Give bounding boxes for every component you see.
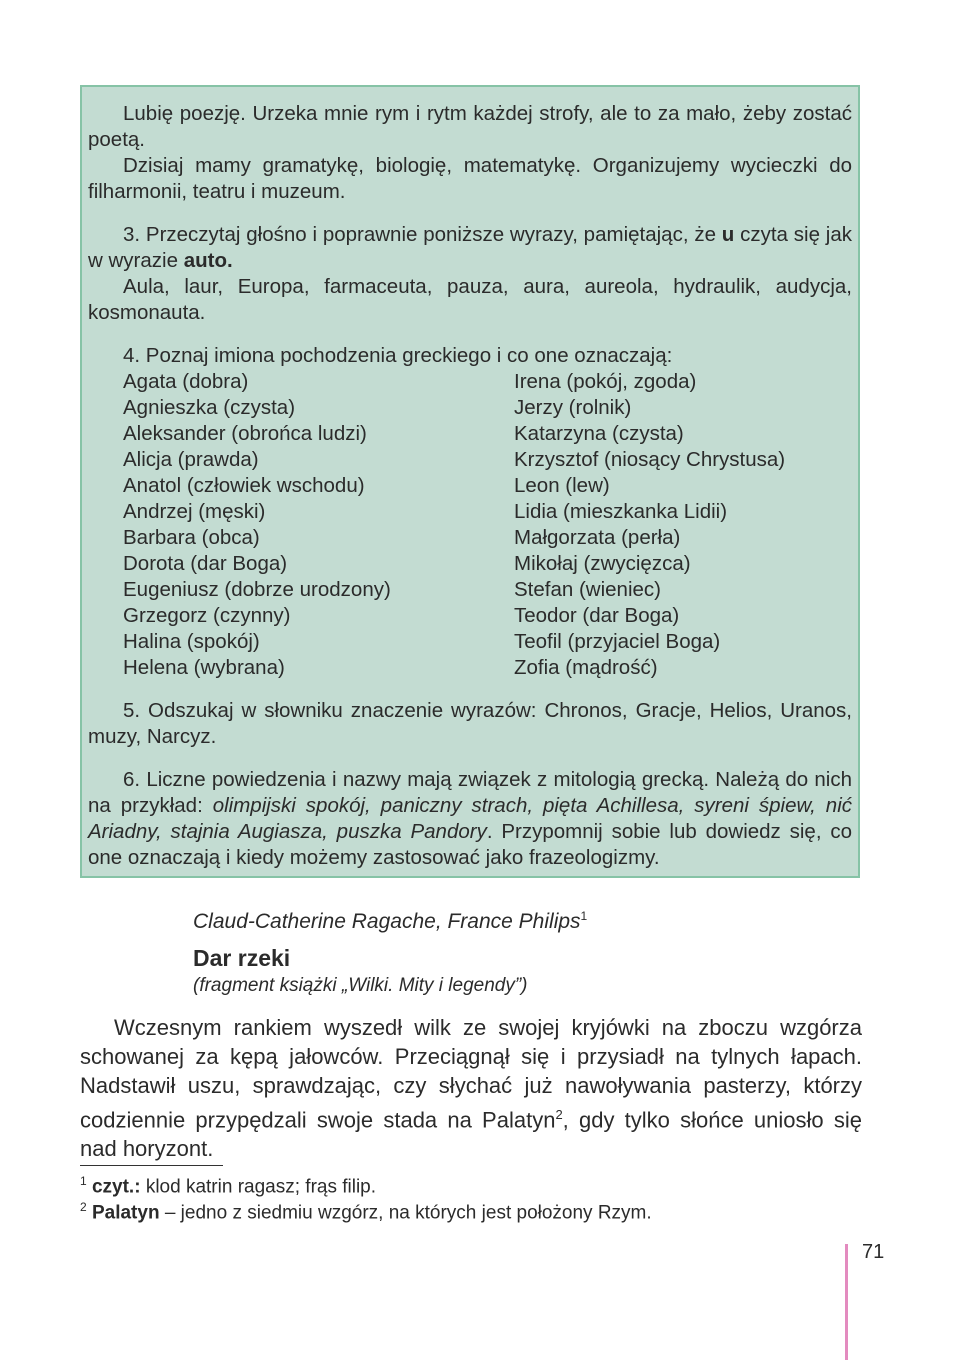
exercise-6-phrases: olimpijski spokój, paniczny strach, pięta Achillesa, syreni śpiew, nić Ariadny, stajnia Augiasza, puszka Pandory [88, 794, 852, 843]
poem-line-2: Dzisiaj mamy gramatykę, biologię, matematykę. Organizujemy wycieczki do filharmonii, teatru i muzeum. [88, 154, 852, 203]
name-entry: Aleksander (obrońca ludzi) [123, 422, 367, 445]
poem-line-1: Lubię poezję. Urzeka mnie rym i rytm każdej strofy, ale to za mało, żeby zostać poetą. [88, 102, 852, 151]
name-entry: Mikołaj (zwycięzca) [514, 552, 691, 575]
exercise-3-words: Aula, laur, Europa, farmaceuta, pauza, aura, aureola, hydraulik, audycja, kosmonauta. [88, 275, 852, 324]
story-text-a: Wczesnym rankiem wyszedł wilk ze swojej kryjówki na zboczu wzgórza schowanej za kępą jałowców. Przeciągnął się i przysiadł na tylnych łapach. Nadstawił uszu, sprawdzając, czy słychać już nawoływania pasterzy, którzy codziennie przypędzali swoje stada na Palatyn [80, 1015, 862, 1133]
footnote-term: Palatyn [91, 1202, 160, 1224]
exercise-6-text-a: 6. Liczne powiedzenia i nazwy mają związek z mitologią grecką. Należą do nich na przykład: [88, 768, 852, 817]
name-entry: Agnieszka (czysta) [123, 396, 296, 419]
name-entry: Katarzyna (czysta) [514, 422, 684, 445]
footnote-divider [80, 1165, 223, 1166]
name-entry: Leon (lew) [514, 474, 610, 497]
name-entry: Teodor (dar Boga) [514, 604, 680, 627]
name-entry: Barbara (obca) [123, 526, 260, 549]
story-text-b: , gdy tylko słońce uniosło się nad horyzont. [80, 1107, 862, 1162]
page-number: 71 [862, 1241, 885, 1263]
name-entry: Małgorzata (perła) [514, 526, 681, 549]
name-entry: Eugeniusz (dobrze urodzony) [123, 578, 391, 601]
exercise-box [80, 85, 860, 878]
name-entry: Dorota (dar Boga) [123, 552, 288, 575]
exercise-3-bold-u: u [721, 223, 735, 246]
exercise-3-text-a: 3. Przeczytaj głośno i poprawnie poniższe wyrazy, pamiętając, że [123, 223, 722, 246]
exercise-3-text-b: czyta się jak w wyrazie [88, 223, 852, 272]
reading-author [193, 909, 587, 934]
footnote-marker-1: 1 [580, 909, 588, 923]
reading-source: (fragment książki „Wilki. Mity i legendy”) [193, 975, 528, 996]
name-entry: Grzegorz (czynny) [123, 604, 291, 627]
name-entry: Jerzy (rolnik) [514, 396, 632, 419]
exercise-6 [88, 767, 852, 871]
names-right-column [514, 369, 905, 681]
footnote-number: 1 [80, 1174, 87, 1188]
name-entry: Alicja (prawda) [123, 448, 259, 471]
footnote-1 [80, 1174, 376, 1198]
name-entry: Helena (wybrana) [123, 656, 285, 679]
name-entry: Andrzej (męski) [123, 500, 266, 523]
name-entry: Stefan (wieniec) [514, 578, 661, 601]
exercise-4-heading: 4. Poznaj imiona pochodzenia greckiego i co one oznaczają: [123, 344, 673, 367]
exercise-6-text-b: . Przypomnij sobie lub dowiedz się, co one oznaczają i kiedy możemy zastosować jako frazeologizmy. [88, 820, 853, 869]
exercise-3-instruction [88, 222, 852, 274]
names-left-column [123, 369, 514, 681]
name-entry: Krzysztof (niosący Chrystusa) [514, 448, 786, 471]
greek-names-list [123, 369, 852, 681]
name-entry: Anatol (człowiek wschodu) [123, 474, 365, 497]
name-entry: Irena (pokój, zgoda) [514, 370, 697, 393]
footnote-marker-2: 2 [555, 1107, 563, 1122]
story-paragraph [80, 1013, 862, 1163]
footnote-text: – jedno z siedmiu wzgórz, na których jest położony Rzym. [159, 1202, 652, 1224]
footnote-number: 2 [80, 1200, 87, 1214]
author-names: Claud-Catherine Ragache, France Philips [193, 910, 581, 933]
name-entry: Teofil (przyjaciel Boga) [514, 630, 721, 653]
name-entry: Halina (spokój) [123, 630, 260, 653]
footnote-2 [80, 1200, 652, 1224]
exercise-3-bold-auto: auto. [183, 249, 233, 272]
page-margin-bar [845, 1244, 848, 1360]
name-entry: Lidia (mieszkanka Lidii) [514, 500, 728, 523]
name-entry: Agata (dobra) [123, 370, 249, 393]
reading-title: Dar rzeki [193, 945, 291, 971]
footnote-text: klod katrin ragasz; frąs filip. [140, 1176, 377, 1198]
name-entry: Zofia (mądrość) [514, 656, 658, 679]
exercise-5: 5. Odszukaj w słowniku znaczenie wyrazów: Chronos, Gracje, Helios, Uranos, muzy, Narcyz. [88, 699, 852, 748]
footnote-term: czyt.: [91, 1176, 141, 1198]
